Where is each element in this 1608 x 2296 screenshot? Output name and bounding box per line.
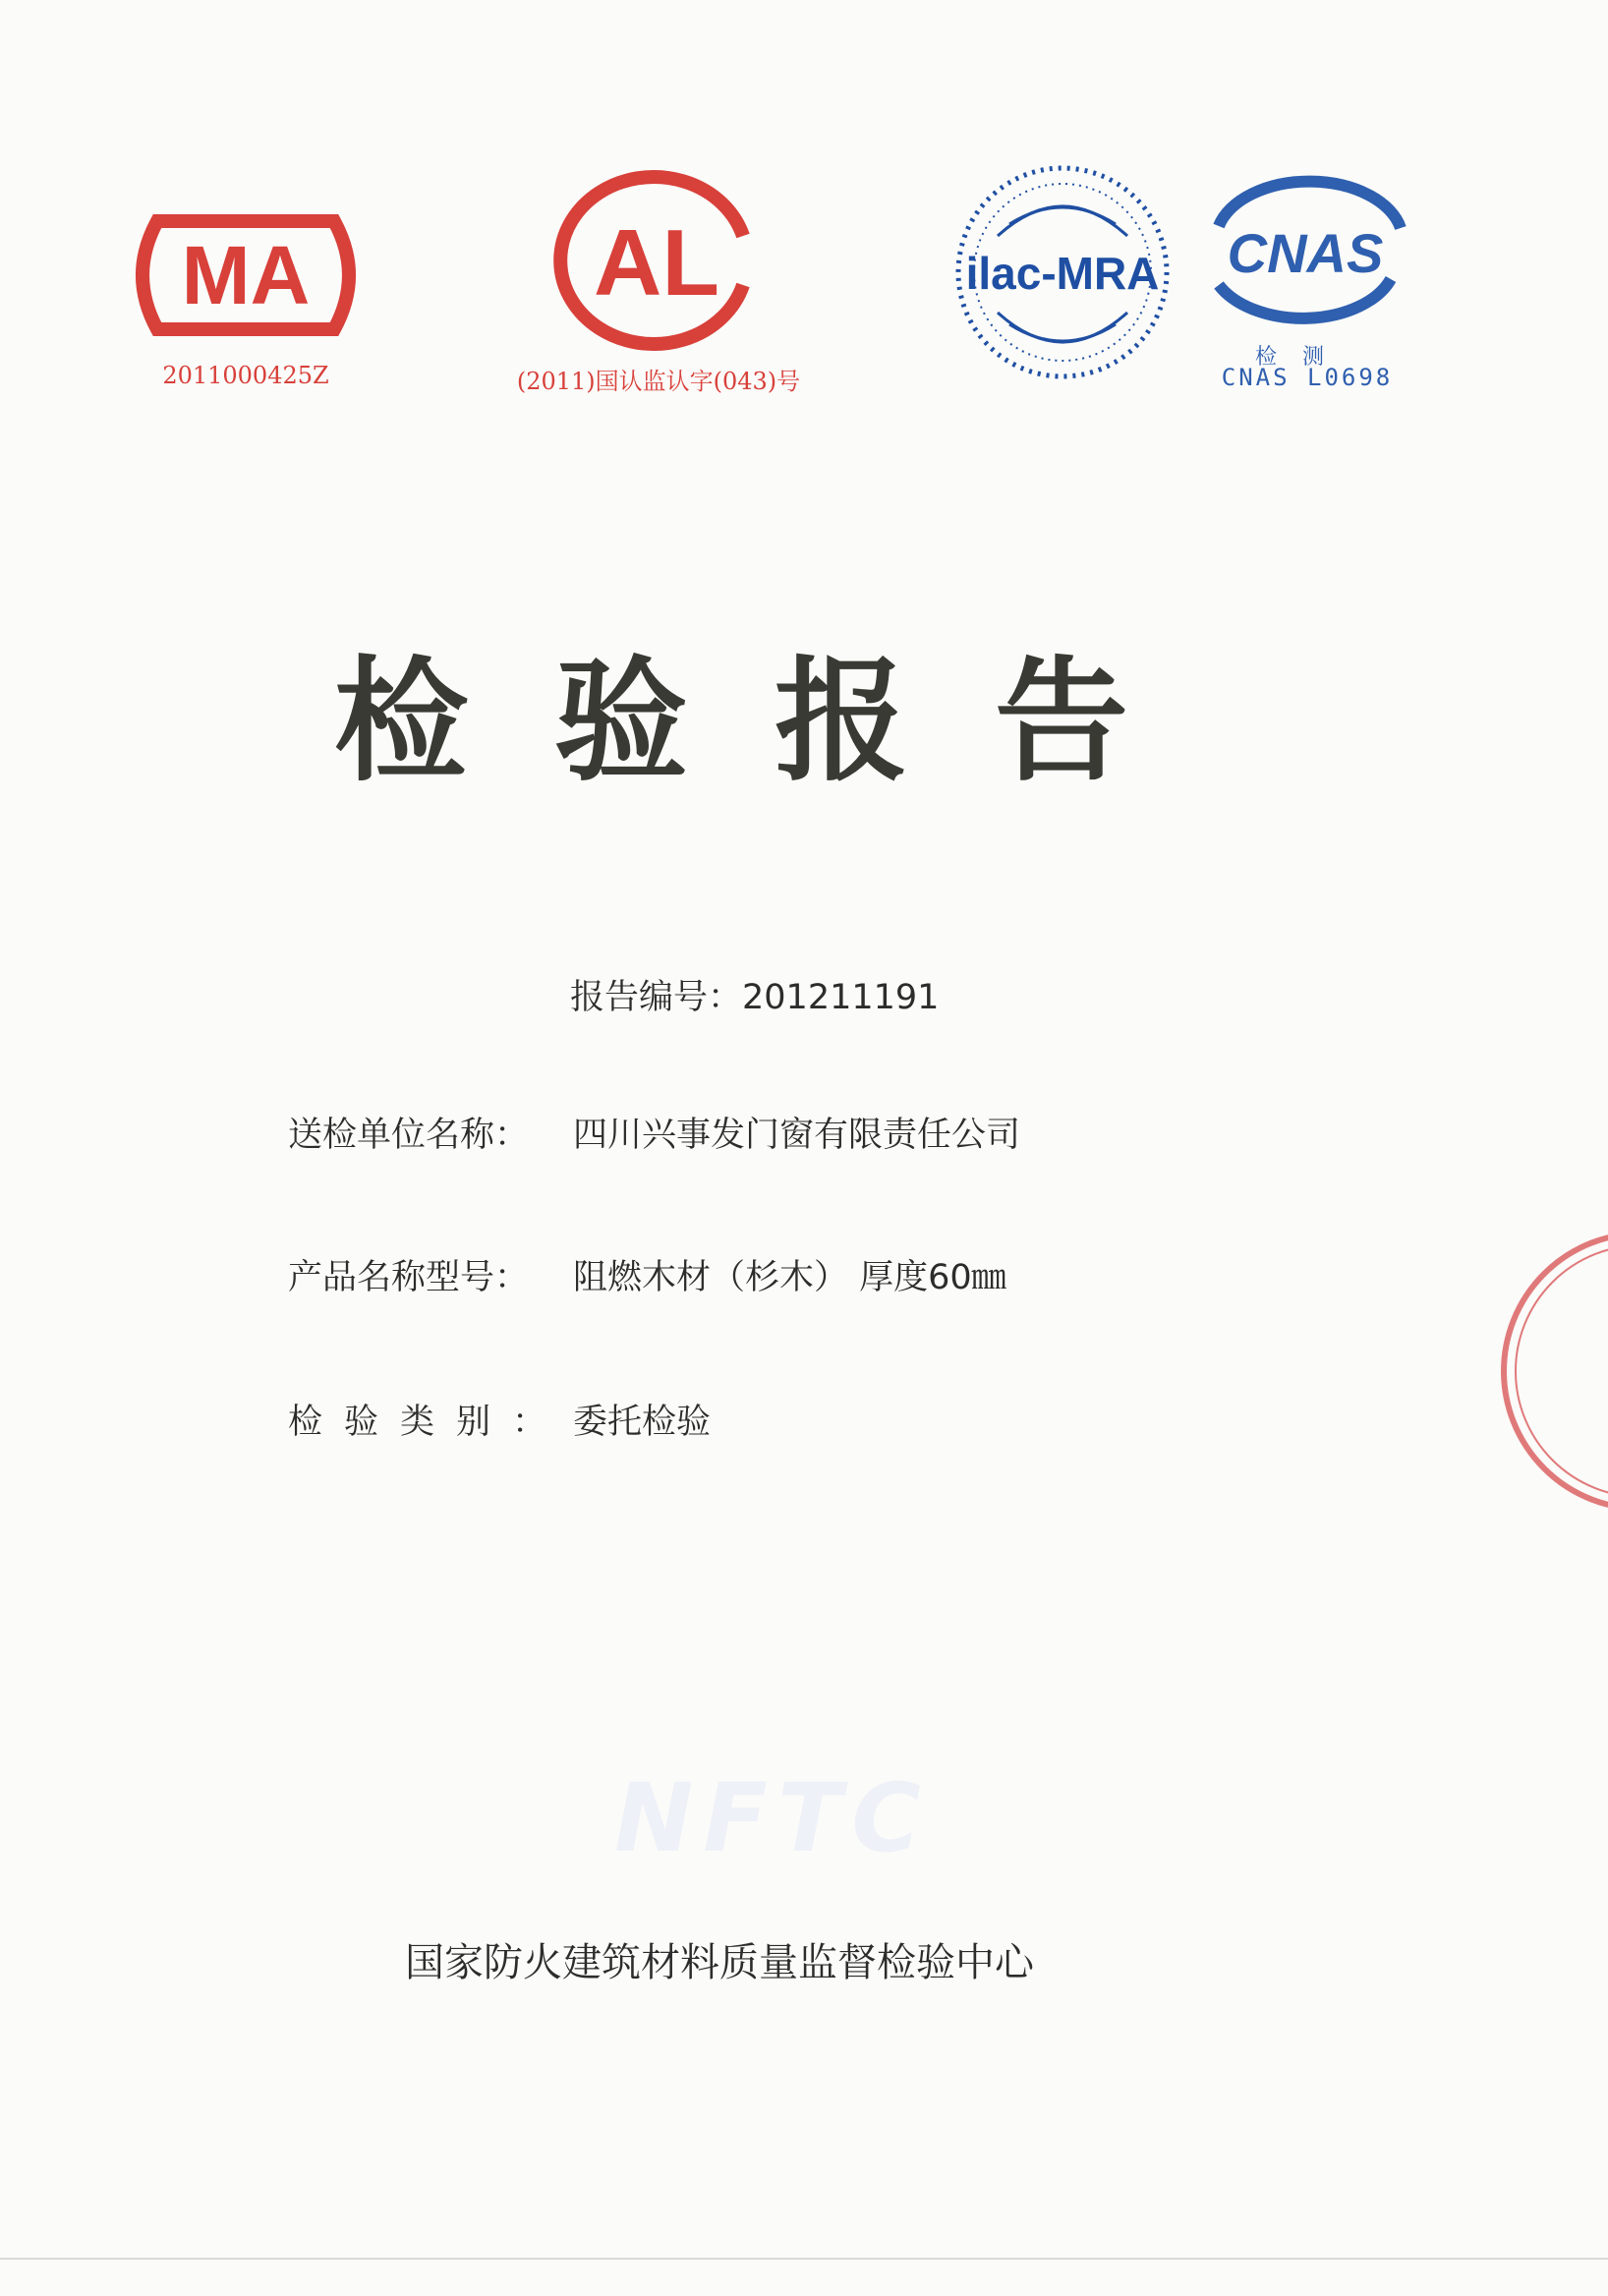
field-value: 委托检验: [573, 1403, 712, 1442]
cnas-accreditation-number: CNAS L0698: [1221, 364, 1394, 391]
cal-logo-text: AL: [594, 210, 719, 316]
cma-certificate-number: 2011000425Z: [162, 362, 329, 389]
field-label: 检验类别：: [288, 1403, 569, 1442]
ilac-mra-text: ilac-MRA: [965, 248, 1160, 299]
issuing-organization: 国家防火建筑材料质量监督检验中心: [405, 1940, 1034, 1985]
cma-logo-text: MA: [181, 229, 311, 321]
field-row-client: [288, 1111, 1020, 1160]
official-seal: [1484, 1214, 1608, 1528]
field-row-inspection-type: [288, 1398, 711, 1447]
field-row-product: [288, 1253, 1006, 1302]
report-number-row: [570, 973, 939, 1022]
scan-edge-line: [0, 2258, 1608, 2260]
cnas-logo: [1189, 169, 1421, 341]
report-number-value: 201211191: [742, 978, 940, 1017]
cma-logo: [118, 201, 373, 349]
cnas-logo-text: CNAS: [1227, 222, 1384, 284]
field-value: 阻燃木材（杉木） 厚度60㎜: [573, 1258, 1006, 1297]
field-label: 送检单位名称：: [288, 1116, 530, 1155]
field-value: 四川兴事发门窗有限责任公司: [573, 1116, 1021, 1155]
cal-logo: [550, 167, 767, 354]
nftc-watermark: NFTC: [614, 1763, 931, 1873]
cnas-caption-testing: 检测: [1254, 345, 1350, 370]
report-title: 检验报告: [334, 645, 1215, 800]
ilac-mra-logo: [948, 157, 1177, 388]
cal-certificate-number: (2011)国认监认字(043)号: [516, 368, 801, 395]
field-label: 产品名称型号：: [288, 1258, 530, 1297]
report-number-label: 报告编号：: [570, 978, 743, 1017]
